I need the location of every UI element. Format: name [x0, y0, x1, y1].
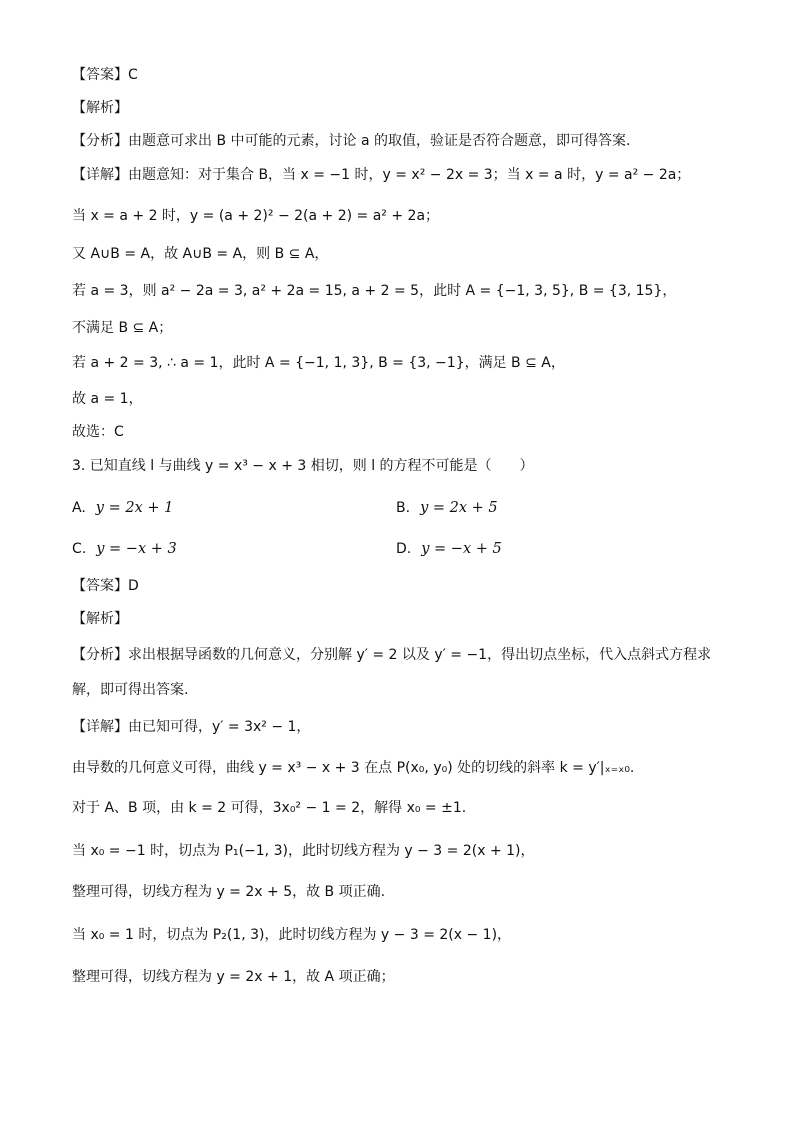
option-d: [396, 539, 502, 559]
q2-line-1: 当 x = a + 2 时，y = (a + 2)² − 2(a + 2) = a² + 2a；: [72, 208, 440, 224]
option-a: [72, 498, 173, 518]
q3-line-5: 当 x₀ = 1 时，切点为 P₂(1, 3)，此时切线方程为 y − 3 = 2(x − 1)，: [72, 927, 512, 943]
q3-line-2: 对于 A、B 项，由 k = 2 可得，3x₀² − 1 = 2，解得 x₀ = ±1.: [72, 800, 467, 816]
option-c-text: y = −x + 3: [96, 541, 177, 557]
q2-line-3: 若 a = 3，则 a² − 2a = 3, a² + 2a = 15, a + 2 = 5，此时 A = {−1, 3, 5}, B = {3, 15}，: [72, 283, 677, 299]
q2-line-2: 又 A∪B = A，故 A∪B = A，则 B ⊆ A，: [72, 246, 329, 262]
q2-line-4: 不满足 B ⊆ A；: [72, 320, 173, 336]
q2-line-6: 故 a = 1，: [72, 391, 143, 407]
option-a-label: A.: [72, 500, 86, 516]
q3-line-6: 整理可得，切线方程为 y = 2x + 1，故 A 项正确；: [72, 969, 395, 985]
option-b: [396, 498, 498, 518]
option-c-label: C.: [72, 541, 87, 557]
q3-jiexi-heading: 【解析】: [72, 611, 128, 627]
q3-stem: 3. 已知直线 l 与曲线 y = x³ − x + 3 相切，则 l 的方程不可能是（ ）: [72, 458, 534, 474]
q3-line-3: 当 x₀ = −1 时，切点为 P₁(−1, 3)，此时切线方程为 y − 3 = 2(x + 1)，: [72, 843, 535, 859]
q2-line-5: 若 a + 2 = 3, ∴ a = 1，此时 A = {−1, 1, 3}, B = {3, −1}，满足 B ⊆ A，: [72, 355, 565, 371]
q3-analysis-1: 【分析】求出根据导函数的几何意义，分别解 y′ = 2 以及 y′ = −1，得出切点坐标，代入点斜式方程求: [72, 647, 712, 663]
option-d-label: D.: [396, 541, 412, 557]
q3-line-1: 由导数的几何意义可得，曲线 y = x³ − x + 3 在点 P(x₀, y₀) 处的切线的斜率 k = y′|ₓ₌ₓ₀.: [72, 760, 635, 776]
q2-line-7: 故选：C: [72, 424, 124, 440]
option-b-text: y = 2x + 5: [420, 500, 498, 516]
q3-line-4: 整理可得，切线方程为 y = 2x + 5，故 B 项正确.: [72, 884, 386, 900]
option-c: [72, 539, 177, 559]
option-b-label: B.: [396, 500, 411, 516]
q2-jiexi-heading: 【解析】: [72, 100, 128, 116]
q2-analysis: 【分析】由题意可求出 B 中可能的元素，讨论 a 的取值，验证是否符合题意，即可得答案.: [72, 133, 631, 149]
option-d-text: y = −x + 5: [421, 541, 502, 557]
q2-answer: 【答案】C: [72, 67, 138, 83]
q3-detail: 【详解】由已知可得，y′ = 3x² − 1，: [72, 719, 311, 735]
q3-analysis-2: 解，即可得出答案.: [72, 682, 189, 698]
option-a-text: y = 2x + 1: [95, 500, 174, 516]
q3-answer: 【答案】D: [72, 578, 139, 594]
q2-detail: 【详解】由题意知：对于集合 B，当 x = −1 时，y = x² − 2x = 3；当 x = a 时，y = a² − 2a；: [72, 167, 691, 183]
